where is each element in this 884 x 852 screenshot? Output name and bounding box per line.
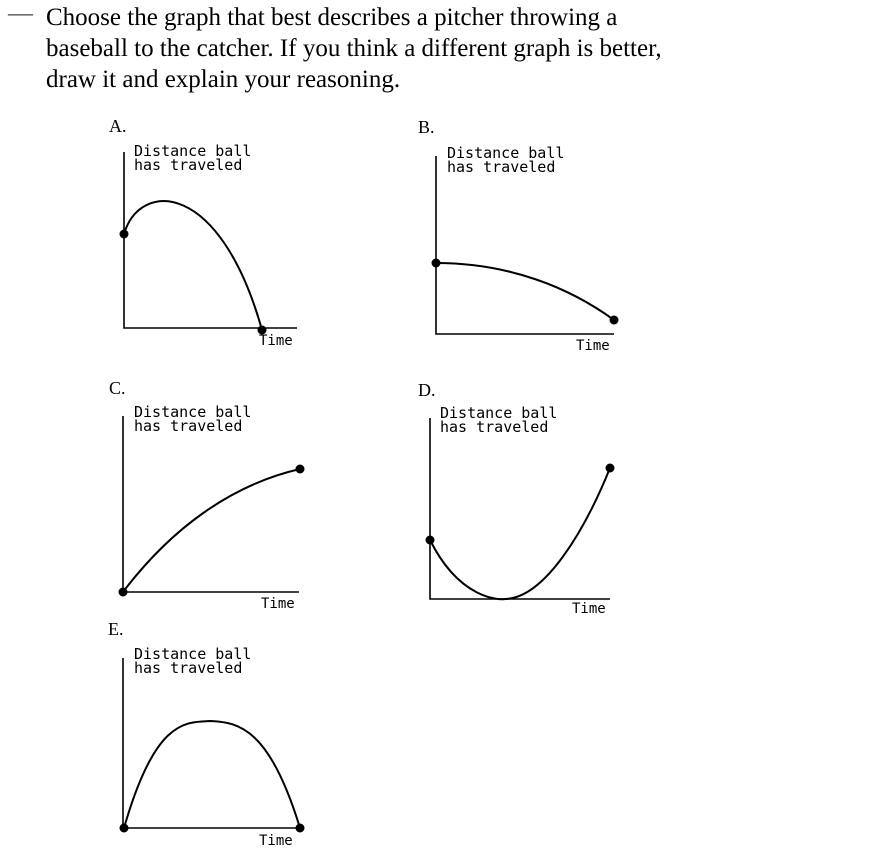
- option-e-curve: [124, 721, 300, 828]
- margin-dash: —: [8, 0, 33, 27]
- option-c-ylabel-line1: Distance ball: [134, 403, 252, 421]
- option-e-ylabel-line1: Distance ball: [134, 645, 252, 663]
- option-b-label: B.: [418, 117, 435, 137]
- option-a-label: A.: [109, 116, 127, 136]
- option-e-end-dot: [296, 824, 305, 833]
- question-line-1: Choose the graph that best describes a pitcher throwing a: [46, 4, 618, 31]
- option-d-xlabel: Time: [572, 601, 606, 617]
- option-d-ylabel-line2: has traveled: [440, 418, 549, 436]
- option-e-ylabel-line2: has traveled: [134, 659, 243, 677]
- option-a-ylabel-line1: Distance ball: [134, 142, 252, 160]
- option-b-ylabel-line1: Distance ball: [447, 144, 565, 162]
- option-b-xlabel: Time: [576, 338, 610, 354]
- option-d-ylabel-line1: Distance ball: [440, 404, 558, 422]
- option-d-label: D.: [418, 380, 436, 400]
- option-a-xlabel: Time: [259, 333, 293, 349]
- option-a-ylabel-line2: has traveled: [134, 156, 243, 174]
- question-line-3: draw it and explain your reasoning.: [46, 66, 401, 93]
- option-e-xlabel: Time: [259, 833, 293, 849]
- question-line-2: baseball to the catcher. If you think a different graph is better,: [46, 35, 662, 62]
- option-b-ylabel-line2: has traveled: [447, 158, 556, 176]
- option-c-ylabel-line2: has traveled: [134, 417, 243, 435]
- option-e-axes: [123, 658, 300, 828]
- option-e-label: E.: [108, 619, 124, 639]
- option-e-start-dot: [120, 824, 129, 833]
- option-c-label: C.: [109, 378, 126, 398]
- option-c-xlabel: Time: [261, 596, 295, 612]
